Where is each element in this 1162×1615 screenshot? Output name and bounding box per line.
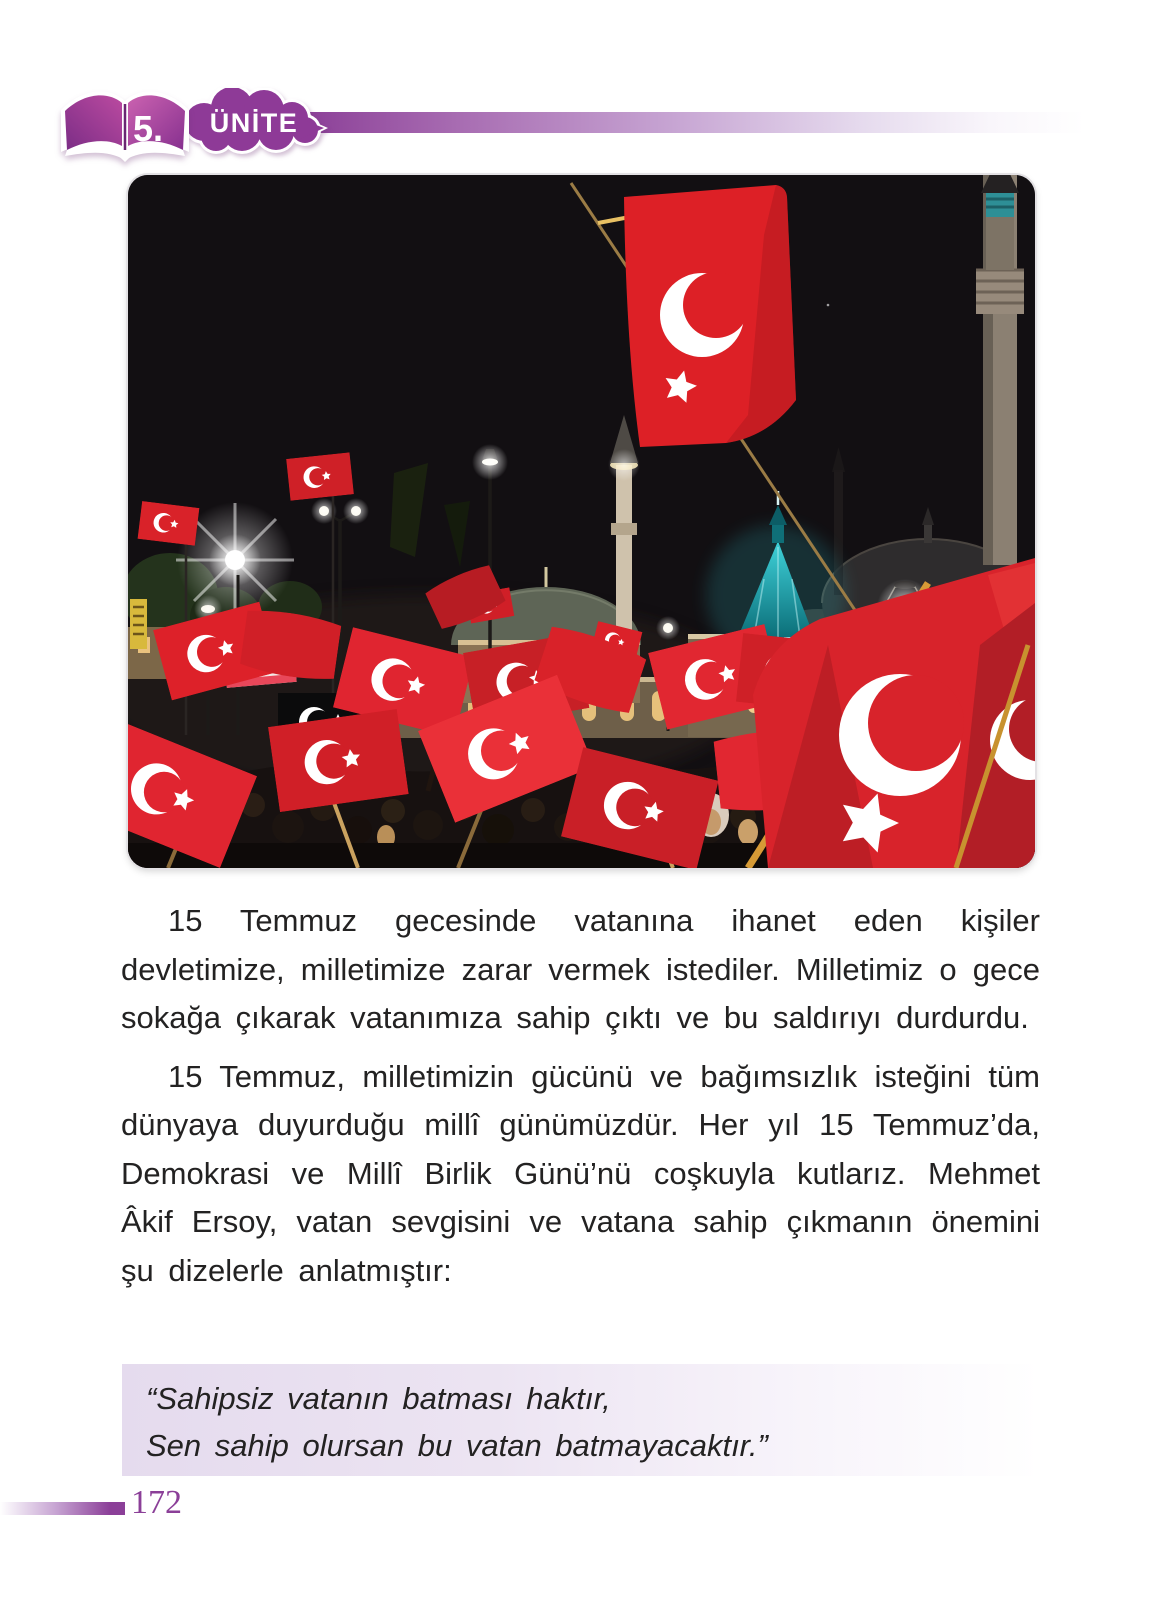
body-text: [121, 897, 1040, 1305]
quote-line-2: Sen sahip olursan bu vatan batmayacaktır.”: [146, 1428, 768, 1463]
paragraph-1: 15 Temmuz gecesinde vatanına ihanet eden kişiler devletimize, milletimize zarar vermek istediler. Milletimiz o gece sokağa çıkarak vatanımıza sahip çıktı ve bu saldırıyı durdurdu.: [121, 903, 1040, 1035]
unit-header-gradient-bar: [296, 112, 1085, 133]
poem-quote-box: [122, 1364, 1040, 1476]
footer-gradient-bar: [0, 1502, 125, 1515]
unit-number: 5.: [133, 108, 164, 149]
rally-photo: [128, 175, 1035, 868]
page-number: 172: [131, 1484, 182, 1521]
book-icon: [58, 84, 192, 176]
paragraph-2: 15 Temmuz, milletimizin gücünü ve bağımsızlık isteğini tüm dünyaya duyurduğu millî günümüzdür. Her yıl 15 Temmuz’da, Demokrasi ve Millî Birlik Günü’nü coşkuyla kutlarız. Mehmet Âkif Ersoy, vatan sevgisini ve vatana sahip çıkmanın önemini şu dizelerle anlatmıştır:: [121, 1058, 1040, 1288]
unit-label: ÜNİTE: [209, 108, 299, 138]
quote-line-1: “Sahipsiz vatanın batması haktır,: [146, 1381, 611, 1416]
unit-cloud-badge: [178, 88, 328, 154]
